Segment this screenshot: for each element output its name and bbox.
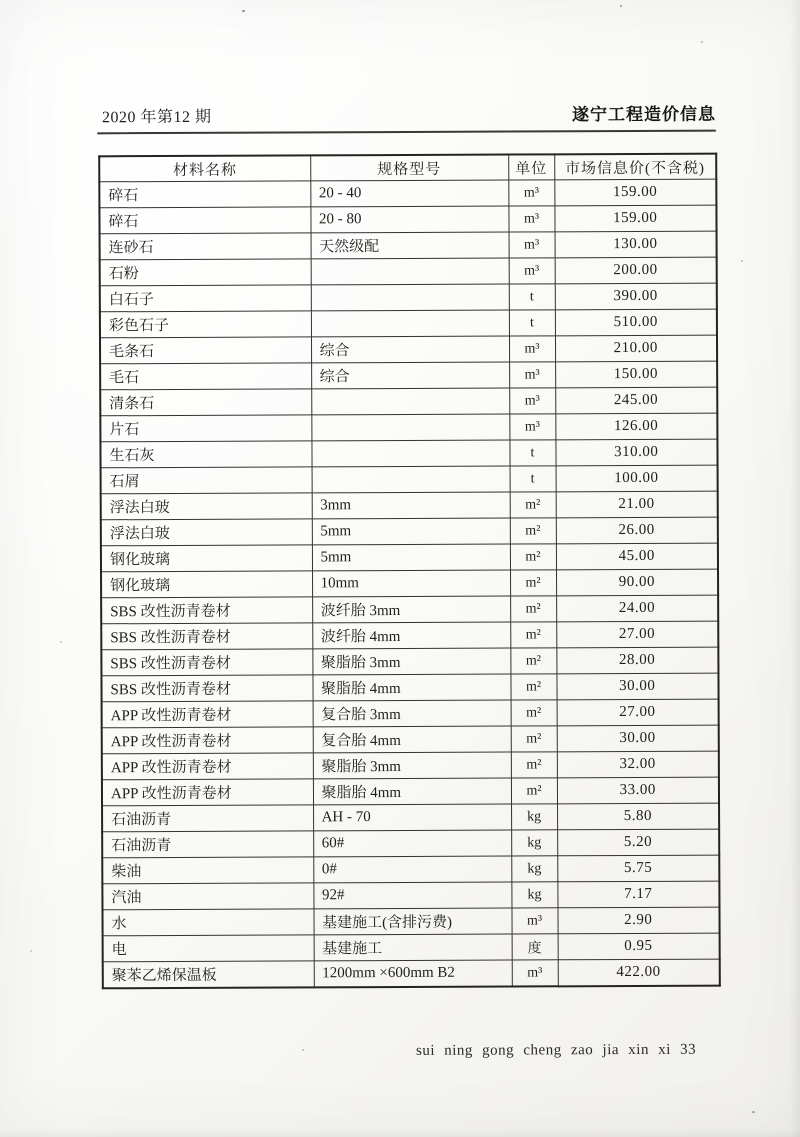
material-name-cell: SBS 改性沥青卷材 <box>101 623 312 650</box>
unit-cell: m² <box>510 622 556 648</box>
table-row <box>101 621 718 650</box>
material-name-cell: 生石灰 <box>100 441 311 468</box>
unit-cell: m³ <box>508 206 554 232</box>
table-row <box>100 283 717 312</box>
spec-cell: 20 - 80 <box>310 206 508 233</box>
spec-cell: 聚脂胎 3mm <box>313 752 511 779</box>
page-footer: sui ning gong cheng zao jia xin xi 33 <box>415 1041 697 1059</box>
table-row <box>100 335 717 364</box>
spec-cell: 聚脂胎 4mm <box>312 674 510 701</box>
material-name-cell: SBS 改性沥青卷材 <box>101 675 312 702</box>
unit-cell: m² <box>510 492 556 518</box>
material-name-cell: 片石 <box>100 415 311 442</box>
price-cell: 159.00 <box>554 205 716 232</box>
material-name-cell: 柴油 <box>102 857 313 884</box>
material-name-cell: 彩色石子 <box>100 311 311 338</box>
price-cell: 30.00 <box>557 725 719 752</box>
scan-speck <box>242 10 245 12</box>
spec-cell <box>311 414 509 441</box>
unit-cell: kg <box>511 882 557 908</box>
price-cell: 28.00 <box>556 647 718 674</box>
material-name-cell: 水 <box>102 909 313 936</box>
material-name-cell: 钢化玻璃 <box>101 571 312 598</box>
price-cell: 5.75 <box>557 855 719 882</box>
material-name-cell: 石油沥青 <box>102 831 313 858</box>
price-cell: 130.00 <box>555 231 717 258</box>
material-name-cell: APP 改性沥青卷材 <box>102 753 313 780</box>
spec-cell: 1200mm ×600mm B2 <box>314 960 512 987</box>
price-cell: 32.00 <box>557 751 719 778</box>
table-row <box>99 205 716 234</box>
spec-cell: 波纤胎 3mm <box>312 596 510 623</box>
table-row <box>101 543 718 572</box>
unit-cell: m³ <box>509 258 555 284</box>
price-cell: 27.00 <box>556 621 718 648</box>
table-row <box>102 907 719 936</box>
unit-cell: t <box>510 466 556 492</box>
spec-cell: 复合胎 3mm <box>313 700 511 727</box>
scan-speck <box>701 41 703 43</box>
issue-label: 2020 年第12 期 <box>101 108 212 127</box>
unit-cell: m² <box>511 700 557 726</box>
spec-cell: 聚脂胎 4mm <box>313 778 511 805</box>
spec-cell: 波纤胎 4mm <box>312 622 510 649</box>
table-row <box>100 387 717 416</box>
spec-cell: AH - 70 <box>313 804 511 831</box>
unit-cell: m³ <box>509 362 555 388</box>
unit-cell: t <box>509 440 555 466</box>
spec-cell <box>311 258 509 285</box>
price-cell: 0.95 <box>558 933 720 960</box>
unit-cell: m³ <box>512 960 558 987</box>
unit-cell: m² <box>511 726 557 752</box>
scan-speck <box>302 1049 304 1051</box>
table-row <box>100 361 717 390</box>
price-cell: 210.00 <box>555 335 717 362</box>
spec-cell: 3mm <box>312 492 510 519</box>
unit-cell: m² <box>510 570 556 596</box>
price-cell: 2.90 <box>557 907 719 934</box>
unit-cell: m³ <box>509 232 555 258</box>
material-name-cell: APP 改性沥青卷材 <box>102 727 313 754</box>
scan-edge-shadow-bottom <box>0 1129 800 1137</box>
unit-cell: m² <box>510 648 556 674</box>
unit-cell: kg <box>511 830 557 856</box>
table-row <box>101 569 718 598</box>
price-cell: 422.00 <box>558 959 720 986</box>
table-row <box>100 309 717 338</box>
scan-edge-shadow-right <box>790 0 800 1137</box>
spec-cell: 综合 <box>311 362 509 389</box>
material-name-cell: 碎石 <box>99 207 310 234</box>
unit-cell: m³ <box>509 414 555 440</box>
table-row <box>101 673 718 702</box>
material-name-cell: 电 <box>103 935 314 962</box>
material-name-cell: 石油沥青 <box>102 805 313 832</box>
table-row <box>102 803 719 832</box>
table-body <box>99 179 720 988</box>
price-cell: 27.00 <box>557 699 719 726</box>
table-row <box>102 751 719 780</box>
material-name-cell: 毛石 <box>100 363 311 390</box>
table-row <box>102 699 719 728</box>
unit-cell: m² <box>510 674 556 700</box>
spec-cell <box>311 440 509 467</box>
material-name-cell: 毛条石 <box>100 337 311 364</box>
spec-cell: 92# <box>313 882 511 909</box>
price-cell: 159.00 <box>554 179 716 206</box>
unit-cell: m² <box>510 596 556 622</box>
material-name-cell: 浮法白玻 <box>101 519 312 546</box>
col-header-spec-model: 规格型号 <box>310 155 508 181</box>
col-header-material-name: 材料名称 <box>99 155 310 181</box>
table-row <box>101 595 718 624</box>
scan-speck <box>741 260 743 262</box>
spec-cell: 5mm <box>312 544 510 571</box>
material-name-cell: 钢化玻璃 <box>101 545 312 572</box>
price-cell: 45.00 <box>556 543 718 570</box>
table-row <box>101 465 718 494</box>
price-cell: 245.00 <box>555 387 717 414</box>
material-name-cell: 连砂石 <box>100 233 311 260</box>
unit-cell: m² <box>510 544 556 570</box>
unit-cell: t <box>509 284 555 310</box>
price-cell: 26.00 <box>556 517 718 544</box>
price-cell: 390.00 <box>555 283 717 310</box>
scan-speck <box>30 950 32 952</box>
price-cell: 7.17 <box>557 881 719 908</box>
material-name-cell: SBS 改性沥青卷材 <box>101 649 312 676</box>
table-row <box>100 257 717 286</box>
scan-speck <box>620 5 622 7</box>
table-row <box>103 933 720 962</box>
table-row <box>102 725 719 754</box>
table-row <box>101 647 718 676</box>
price-cell: 510.00 <box>555 309 717 336</box>
spec-cell <box>312 466 510 493</box>
table-row <box>102 777 719 806</box>
table-row <box>101 517 718 546</box>
price-cell: 126.00 <box>555 413 717 440</box>
unit-cell: m² <box>510 518 556 544</box>
material-name-cell: APP 改性沥青卷材 <box>102 779 313 806</box>
material-name-cell: SBS 改性沥青卷材 <box>101 597 312 624</box>
scan-speck <box>752 1111 755 1113</box>
price-cell: 5.20 <box>557 829 719 856</box>
spec-cell: 综合 <box>311 336 509 363</box>
table-row <box>102 855 719 884</box>
table-row <box>103 959 720 988</box>
spec-cell <box>311 310 509 337</box>
price-cell: 90.00 <box>556 569 718 596</box>
spec-cell <box>311 388 509 415</box>
price-cell: 100.00 <box>556 465 718 492</box>
material-name-cell: 浮法白玻 <box>101 493 312 520</box>
spec-cell: 20 - 40 <box>310 180 508 207</box>
price-cell: 150.00 <box>555 361 717 388</box>
material-name-cell: 石屑 <box>101 467 312 494</box>
scan-speck <box>60 641 62 643</box>
table-row <box>101 491 718 520</box>
spec-cell <box>311 284 509 311</box>
col-header-market-price: 市场信息价(不含税) <box>554 154 716 180</box>
table-row <box>100 231 717 260</box>
unit-cell: m³ <box>509 388 555 414</box>
unit-cell: kg <box>511 804 557 830</box>
unit-cell: m³ <box>511 908 557 934</box>
price-cell: 24.00 <box>556 595 718 622</box>
price-cell: 33.00 <box>557 777 719 804</box>
spec-cell: 基建施工 <box>314 934 512 961</box>
spec-cell: 0# <box>313 856 511 883</box>
unit-cell: m² <box>511 778 557 804</box>
unit-cell: m² <box>511 752 557 778</box>
unit-cell: m³ <box>508 180 554 206</box>
spec-cell: 60# <box>313 830 511 857</box>
unit-cell: m³ <box>509 336 555 362</box>
table-row <box>102 829 719 858</box>
spec-cell: 复合胎 4mm <box>313 726 511 753</box>
price-cell: 30.00 <box>556 673 718 700</box>
price-cell: 5.80 <box>557 803 719 830</box>
col-header-unit: 单位 <box>508 154 554 180</box>
table-row <box>100 439 717 468</box>
table-header-row <box>99 154 716 182</box>
price-cell: 200.00 <box>555 257 717 284</box>
material-name-cell: 清条石 <box>100 389 311 416</box>
material-name-cell: 石粉 <box>100 259 311 286</box>
spec-cell: 天然级配 <box>311 232 509 259</box>
spec-cell: 10mm <box>312 570 510 597</box>
spec-cell: 5mm <box>312 518 510 545</box>
unit-cell: kg <box>511 856 557 882</box>
unit-cell: t <box>509 310 555 336</box>
material-name-cell: APP 改性沥青卷材 <box>102 701 313 728</box>
price-cell: 21.00 <box>556 491 718 518</box>
table-row <box>102 881 719 910</box>
price-cell: 310.00 <box>555 439 717 466</box>
unit-cell: 度 <box>512 934 558 960</box>
material-name-cell: 汽油 <box>102 883 313 910</box>
material-price-table <box>98 153 721 990</box>
material-name-cell: 白石子 <box>100 285 311 312</box>
table-row <box>100 413 717 442</box>
spec-cell: 基建施工(含排污费) <box>313 908 511 935</box>
publication-title: 遂宁工程造价信息 <box>571 104 717 125</box>
material-name-cell: 聚苯乙烯保温板 <box>103 961 314 988</box>
table-row <box>99 179 716 208</box>
spec-cell: 聚脂胎 3mm <box>312 648 510 675</box>
header-rule <box>97 130 716 135</box>
material-name-cell: 碎石 <box>99 181 310 208</box>
